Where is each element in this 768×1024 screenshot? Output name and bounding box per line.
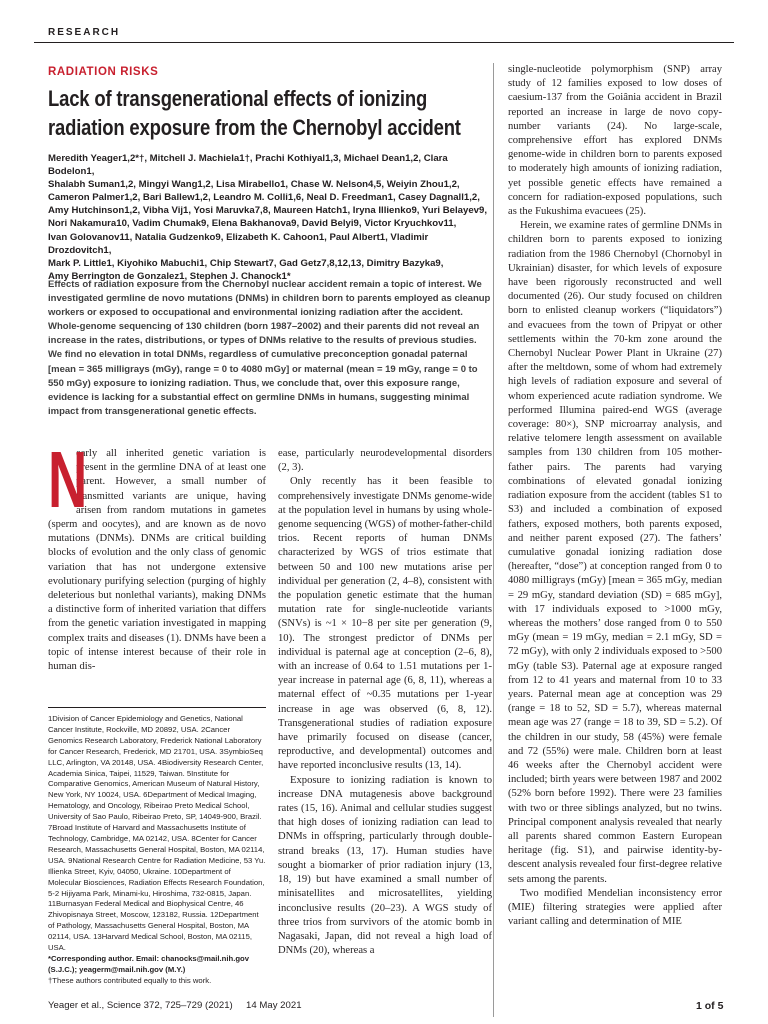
affiliations-rule <box>48 707 266 708</box>
page-number: 1 of 5 <box>696 1000 724 1012</box>
paragraph: Exposure to ionizing radiation is known to increase DNA mutagenesis above background rates (15, 16). Animal and cellular studies suggest that high doses of ionizing radiation can lead to DNMs in offspring, particularly through double-strand breaks (13, 17). Human studies have sought a biomarker of prior radiation injury (13, 18, 19) but have examined a small number of minisatellites and microsatellites, yielding inconclusive results (20–23). A WGS study of three trios from survivors of the atomic bomb in Nagasaki, Japan, did not reveal a high load of DNMs (20), whereas a <box>278 774 492 957</box>
body-column-1 <box>48 435 266 674</box>
paragraph: Two modified Mendelian inconsistency error (MIE) filtering strategies were applied after variant calling and determination of MIE <box>508 887 722 928</box>
article-title <box>48 84 461 142</box>
journal-section-label: RESEARCH <box>48 27 121 38</box>
author-line: Meredith Yeager1,2*†, Mitchell J. Machiela1†, Prachi Kothiyal1,3, Michael Dean1,2, Clara Bodelon1, <box>48 153 448 178</box>
abstract: Effects of radiation exposure from the Chernobyl nuclear accident remain a topic of interest. We investigated germline de novo mutations (DNMs) in children born to parents employed as cleanup workers or exposed to occupational and environmental ionizing radiation after the accident. Whole-genome sequencing of 130 children (born 1987–2002) and their parents did not reveal an increase in the rates, distributions, or types of DNMs relative to the results of previous studies. We find no elevation in total DNMs, regardless of cumulative preconception gonadal paternal [mean = 365 milligrays (mGy), range = 0 to 4080 mGy] or maternal (mean = 19 mGy, range = 0 to 550 mGy) exposure to ionizing radiation. Thus, we conclude that, over this exposure range, evidence is lacking for a substantial effect on germline DNMs in humans, suggesting minimal impact from transgenerational genetic effects. <box>48 279 491 417</box>
drop-cap: N <box>48 435 88 524</box>
equal-contribution-note: †These authors contributed equally to this work. <box>48 975 212 985</box>
body-column-3 <box>508 63 722 929</box>
paragraph: Only recently has it been feasible to comprehensively investigate DNMs genome-wide at the population level in humans by using whole-genome sequencing (WGS) of mother-father-child trios. Recent reports of human DNMs characterized by WGS of trios estimate that between 50 and 100 new mutations arise per individual per generation (2, 4–8), consistent with the population genetic estimate that the human mutation rate for single-nucleotide variants (SNVs) is ~1 × 10−8 per site per generation (9, 10). The strongest predictor of DNMs per individual is paternal age at conception (2–6, 8), with an increase of 0.64 to 1.51 mutations per 1-year increase in paternal age (6, 8, 11), whereas a maternal effect of ~0.35 mutations per 1-year increase in age was observed (6, 8, 12). Transgenerational studies of radiation exposure have primarily focused on disease (cancer, reproductive, and developmental) outcomes and have reported inconclusive results (13, 14). <box>278 476 492 772</box>
author-line: Ivan Golovanov11, Natalia Gudzenko9, Elizabeth K. Cahoon1, Paul Albert1, Vladimir Drozdovitch1, <box>48 231 429 256</box>
title-line-1: Lack of transgenerational effects of ionizing <box>48 86 428 111</box>
title-line-2: radiation exposure from the Chernobyl accident <box>48 115 461 140</box>
author-line: Nori Nakamura10, Vadim Chumak9, Elena Bakhanova9, David Belyi9, Victor Kryuchkov11, <box>48 218 457 230</box>
column-divider <box>493 63 494 1017</box>
author-line: Amy Hutchinson1,2, Vibha Vij1, Yosi Maruvka7,8, Maureen Hatch1, Iryna Illienko9, Yuri Belayev9, <box>48 205 488 217</box>
affiliation-list: 1Division of Cancer Epidemiology and Genetics, National Cancer Institute, Rockville, MD 20892, USA. 2Cancer Genomics Research Laboratory, Frederick National Laboratory for Cancer Research, Frederick, MD 21701, USA. 3SymbioSeq LLC, Arlington, VA 20148, USA. 4Biodiversity Research Center, Academia Sinica, Taipei, 11529, Taiwan. 5Institute for Comparative Genomics, American Museum of Natural History, New York, NY 10024, USA. 6Department of Medical Imaging, Hematology, and Oncology, Ribeirao Preto Medical School, University of Sao Paulo, Ribeirao Preto, SP, 14049-900, Brazil. 7Broad Institute of Harvard and Massachusetts Institute of Technology, Cambridge, MA 02142, USA. 8Center for Cancer Research, Massachusetts General Hospital, Boston, MA 02114, USA. 9National Research Centre for Radiation Medicine, 53 Yu. Illienka Street, Kyiv, 04050, Ukraine. 10Department of Molecular Biosciences, Radiation Effects Research Foundation, 5-2 Hijiyama Park, Minami-ku, Hiroshima, 732-0815, Japan. 11Burnasyan Federal Medical and Biophysical Centre, 46 Zhivopisnaya Street, Moscow, 123182, Russia. 12Department of Pathology, Massachusetts General Hospital, Boston, MA 02114, USA. 13Harvard Medical School, Boston, MA 02115, USA. <box>48 714 266 953</box>
author-line: Amy Berrington de Gonzalez1, Stephen J. Chanock1* <box>48 270 291 282</box>
corresponding-author: *Corresponding author. Email: chanocks@mail.nih.gov (S.J.C.); yeagerm@mail.nih.gov (M.Y.) <box>48 953 249 974</box>
paragraph: early all inherited genetic variation is present in the germline DNA of at least one parent. However, a small number of transmitted variants are unique, having arisen from random mutations in gametes (sperm and oocytes), and are known as de novo mutations (DNMs). DNMs are critical building blocks of evolution and the only class of genomic variation that has not undergone extensive evolutionary purifying selection (purging of highly deleterious but nonlethal variants), making DNMs a distinctive form of inherited variation that differs from the genetic variation investigated in mapping complex traits and diseases (1). DNMs have been a topic of intense interest because of their role in human dis- <box>48 448 266 673</box>
header-rule <box>34 42 734 43</box>
affiliations <box>48 714 266 987</box>
author-line: Shalabh Suman1,2, Mingyi Wang1,2, Lisa Mirabello1, Chase W. Nelson4,5, Weiyin Zhou1,2, <box>48 179 460 191</box>
paragraph: single-nucleotide polymorphism (SNP) array study of 12 families exposed to low doses of caesium-137 from the Goiânia accident in Brazil reported an increase in large de novo copy-number variants (24). No large-scale, comprehensive effort has explored DNMs genome-wide in children born to parents exposed to moderately high amounts of ionizing radiation, yet possible genetic effects have remained a concern for radiation-exposed populations, such as the Fukushima evacuees (25). <box>508 64 722 218</box>
paragraph: ease, particularly neurodevelopmental disorders (2, 3). <box>278 448 492 474</box>
author-list <box>48 152 488 283</box>
footer-citation: Yeager et al., Science 372, 725–729 (2021) 14 May 2021 <box>48 1000 302 1011</box>
author-line: Mark P. Little1, Kiyohiko Mabuchi1, Chip Stewart7, Gad Getz7,8,12,13, Dimitry Bazyka9, <box>48 257 444 269</box>
paragraph: Herein, we examine rates of germline DNMs in children born to parents exposed to ionizing radiation from the 1986 Chernobyl (Chornobyl in Ukrainian) disaster, for which levels of exposure have been rigorously reconstructed and well documented (26). Our study focused on children born to enlisted cleanup workers (“liquidators”) and evacuees from the town of Pripyat or other settlements within the 70-km zone around the Chernobyl Nuclear Power Plant in Ukraine (27) after the meltdown, some of whom had extremely high levels of radiation exposure and several of whom experienced acute radiation syndrome. We performed Illumina paired-end WGS (average coverage: 80×), SNP microarray analysis, and relative telomere length assessment on available samples from 130 children from 105 mother-father pairs. The parents had varying combinations of elevated gonadal ionizing radiation exposure from the accident (tables S1 to S3) and included a combination of exposed fathers, exposed mothers, both parents exposed, and neither parent exposed (27). The fathers’ cumulative gonadal ionizing radiation dose (hereafter, “dose”) at conception ranged from 0 to 4080 milligrays (mGy) [mean = 365 mGy, median = 29 mGy, standard deviation (SD) = 685 mGy], with 17 individuals exposed to >1000 mGy, whereas the mothers’ dose ranged from 0 to 550 mGy (mean = 19 mGy, median = 2.1 mGy, SD = 72 mGy), with only 2 individuals exposed to >500 mGy (table S3). Paternal age at exposure ranged from 12 to 41 years and maternal from 10 to 33 years. Paternal mean age at conception was 29 (range = 18 to 52, SD = 5.7), whereas maternal mean age was 27 (range = 18 to 39, SD = 5.2). Of the children in our study, 58 (45%) were female and 72 (55%) were male. Children born at least 46 weeks after the Chernobyl accident were included; birth years were between 1987 and 2002 (52% born before 1992). There were 23 families with two or three siblings analyzed, but no twins. Principal component analysis revealed that nearly all parents shared common Eastern European heritage (fig. S1), and pairwise identity-by-descent analysis revealed four first-degree relative sets among the parents. <box>508 220 723 885</box>
body-column-2 <box>278 447 492 958</box>
article-category: RADIATION RISKS <box>48 66 159 78</box>
author-line: Cameron Palmer1,2, Bari Ballew1,2, Leandro M. Colli1,6, Neal D. Freedman1, Casey Dagnall1,2, <box>48 192 480 204</box>
